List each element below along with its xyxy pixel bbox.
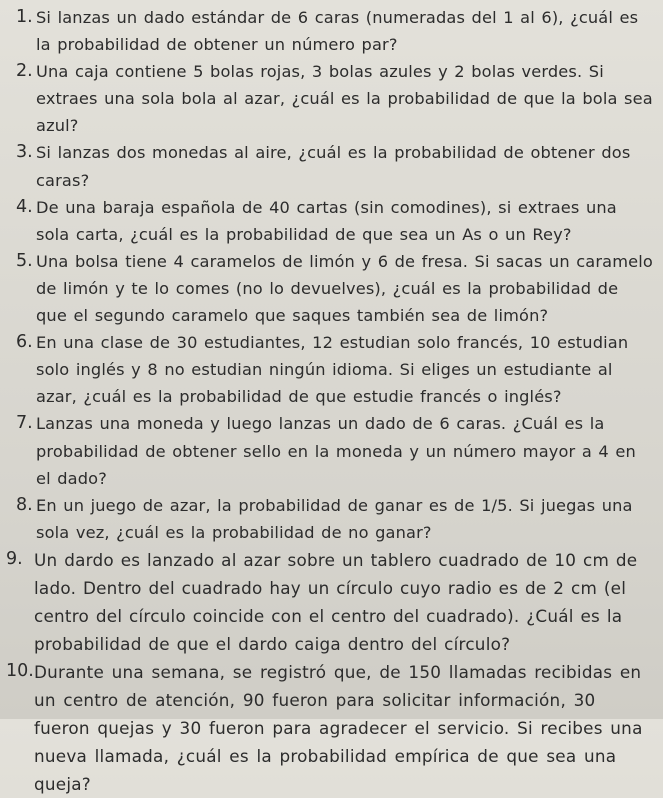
problem-number: 3. <box>16 142 33 163</box>
problem-number: 8. <box>16 494 33 515</box>
problem-text: Un dardo es lanzado al azar sobre un tablero cuadrado de 10 cm de lado. Dentro del cuadrado hay un círculo cuyo radio es de 2 cm (el centro del círculo coincide con el centro del cuadrado). ¿Cuál es la probabilidad de que el dardo caiga dentro del círculo? <box>34 549 638 654</box>
problem-number: 6. <box>16 332 33 353</box>
problem-number: 9. <box>6 548 23 569</box>
problem-number: 1. <box>16 7 33 27</box>
problem-text: Si lanzas dos monedas al aire, ¿cuál es la probabilidad de obtener dos caras? <box>36 143 631 190</box>
problem-number: 2. <box>16 61 33 82</box>
problem-6 <box>6 329 655 410</box>
problem-number: 4. <box>16 196 33 217</box>
problem-10 <box>6 658 655 798</box>
problem-text: Una bolsa tiene 4 caramelos de limón y 6 de fresa. Si sacas un caramelo de limón y te lo comes (no lo devuelves), ¿cuál es la probabilidad de que el segundo caramelo que saques también sea de limón? <box>36 251 653 326</box>
problem-8 <box>6 492 655 546</box>
problem-text: Una caja contiene 5 bolas rojas, 3 bolas azules y 2 bolas verdes. Si extraes una sola bola al azar, ¿cuál es la probabilidad de que la bola sea azul? <box>36 62 653 136</box>
problem-text: De una baraja española de 40 cartas (sin comodines), si extraes una sola carta, ¿cuál es la probabilidad de que sea un As o un Rey? <box>36 197 617 244</box>
problem-9 <box>6 546 655 658</box>
problem-7 <box>6 410 655 491</box>
problem-number: 5. <box>16 250 33 271</box>
problem-text: Si lanzas un dado estándar de 6 caras (numeradas del 1 al 6), ¿cuál es la probabilidad de obtener un número par? <box>36 8 639 55</box>
problem-text: En un juego de azar, la probabilidad de ganar es de 1/5. Si juegas una sola vez, ¿cuál es la probabilidad de no ganar? <box>36 495 633 542</box>
problem-number: 10. <box>6 660 34 681</box>
problem-text: Lanzas una moneda y luego lanzas un dado de 6 caras. ¿Cuál es la probabilidad de obtener sello en la moneda y un número mayor a 4 en el dado? <box>36 414 636 488</box>
problem-text: Durante una semana, se registró que, de 150 llamadas recibidas en un centro de atención, 90 fueron para solicitar información, 30 fueron quejas y 30 fueron para agradecer el servicio. Si recibes una nueva llamada, ¿cuál es la probabilidad empírica de que sea una queja? <box>34 661 643 794</box>
problem-number: 7. <box>16 413 33 434</box>
problem-2 <box>6 58 655 139</box>
problem-5 <box>6 248 655 329</box>
problem-text: En una clase de 30 estudiantes, 12 estudian solo francés, 10 estudian solo inglés y 8 no estudian ningún idioma. Si eliges un estudiante al azar, ¿cuál es la probabilidad de que estudie francés o inglés? <box>36 333 629 407</box>
problem-4 <box>6 194 655 248</box>
problem-1 <box>6 4 655 58</box>
problem-3 <box>6 139 655 193</box>
